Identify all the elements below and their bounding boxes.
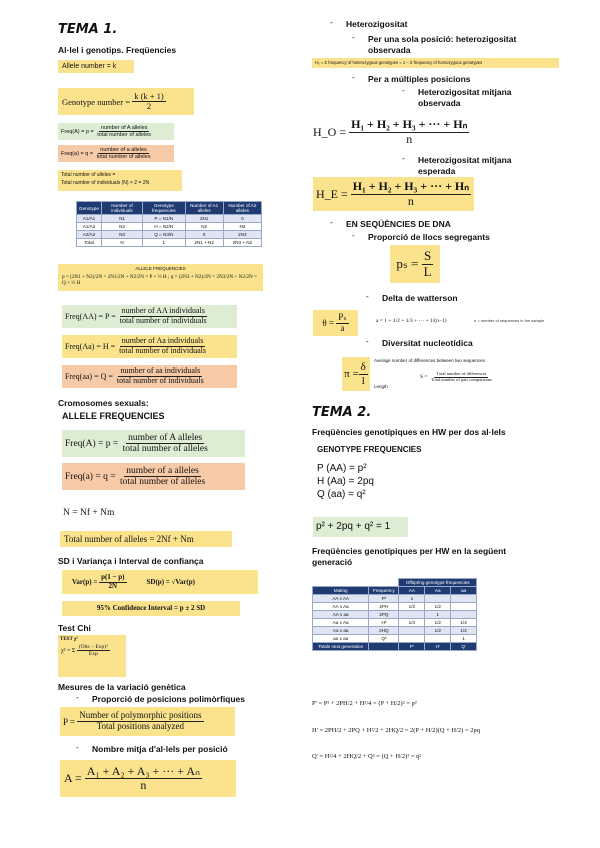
- section-title: Mesures de la variació genètica: [58, 682, 186, 692]
- table-cell: Aa x aa: [313, 627, 369, 635]
- hw-q-formula: Q (aa) = q²: [317, 489, 366, 500]
- table-cell: [451, 595, 477, 603]
- observed-heterozygosity-formula: H₀ = Σ frequency of heterozygous genotypes = 1 − Σ frequency of homozygous genotypes: [312, 58, 559, 68]
- formula-lhs: Freq(AA) = P =: [65, 312, 116, 321]
- table-cell: N2: [185, 223, 223, 231]
- mating-table: [312, 578, 477, 651]
- section-title: Test Chi: [58, 623, 91, 633]
- table-cell: 0: [185, 231, 223, 239]
- table-row: [77, 239, 262, 247]
- note-line: Total number of individuals (N) × 2 = 2N: [61, 180, 150, 186]
- formula-numerator: number of A alleles: [100, 124, 148, 131]
- hw-genotype-list: [317, 462, 374, 501]
- formula-lhs: Freq(A) = p =: [61, 128, 94, 135]
- table-cell: P = N1/N: [143, 215, 185, 223]
- table-cell: [425, 635, 451, 643]
- table-cell: Aa x Aa: [313, 619, 369, 627]
- box-title: TEST χ²: [60, 637, 78, 642]
- table-totals-row: [313, 643, 477, 651]
- formula-numerator: Total number of differences: [436, 371, 487, 376]
- table-cell: 2HQ: [369, 627, 399, 635]
- ps-formula: [390, 245, 440, 283]
- table-cell: N: [101, 239, 142, 247]
- table-cell: 1/2: [399, 603, 425, 611]
- hw-sum-formula: p² + 2pq + q² = 1: [313, 517, 408, 537]
- next-gen-q-equation: Q' = H²/4 + 2HQ/2 + Q² = (Q + H/2)² = q²: [312, 753, 422, 760]
- section-title: Freqüències genotípiques per HW en la següent generació: [312, 546, 507, 567]
- formula-numerator: H₁ + H₂ + H₃ + ··· + Hₙ: [351, 117, 468, 132]
- total-alleles-note: [58, 170, 182, 191]
- bullet-dash: -: [352, 73, 355, 82]
- table-cell: 2N1 + N2: [185, 239, 223, 247]
- formula-lhs: H_E =: [316, 186, 348, 201]
- formula-numerator: (Obs − Exp)²: [78, 644, 108, 650]
- formula-numerator: Pₛ: [338, 311, 347, 322]
- subsection-title: Heterozigositat mitjana observada: [418, 87, 512, 108]
- table-cell: 1/4: [399, 619, 425, 627]
- formula-lhs: χ² = Σ: [61, 647, 76, 654]
- table-cell: [399, 611, 425, 619]
- bullet-dash: -: [352, 33, 355, 42]
- table-row: [313, 619, 477, 627]
- formula-numerator: number of a alleles: [100, 146, 147, 153]
- formula-denominator: total number of alleles: [122, 444, 208, 454]
- formula-numerator: δ: [360, 361, 366, 374]
- formula-denominator: Total number of pair comparisons: [430, 376, 492, 382]
- formula-lhs: Freq(a) = q =: [61, 150, 94, 157]
- table-group-header-row: [313, 579, 477, 587]
- formula-denominator: n: [407, 193, 414, 208]
- table-cell: 1/2: [425, 603, 451, 611]
- table-cell: A2/A2: [77, 231, 102, 239]
- he-formula: [313, 177, 474, 211]
- next-gen-p-equation: P' = P² + 2PH/2 + H²/4 = (P + H/2)² = p²: [312, 700, 417, 707]
- table-cell: A1/A1: [77, 215, 102, 223]
- allele-frequencies-box: [58, 264, 263, 291]
- variance-sd-formula: [62, 570, 258, 594]
- section-title: Cromosomes sexuals:: [58, 398, 149, 408]
- allele-frequencies-title: ALLELE FREQUENCIES: [62, 411, 165, 421]
- subsection-title: EN SEQÜÈNCIES DE DNA: [346, 219, 451, 229]
- pi-formula: [342, 357, 370, 391]
- table-row: [77, 223, 262, 231]
- formula-denominator: total number of individuals: [116, 376, 204, 385]
- freqAa-formula: [62, 335, 237, 358]
- table-cell: [451, 603, 477, 611]
- table-row: [313, 635, 477, 643]
- table-cell: P²: [369, 595, 399, 603]
- formula-lhs: π =: [344, 368, 359, 380]
- table-header: Aa: [425, 587, 451, 595]
- bullet-dash: -: [402, 86, 405, 95]
- table-cell: H = N2/N: [143, 223, 185, 231]
- subsection-title: Per a múltiples posicions: [368, 74, 471, 84]
- formula-lhs: A =: [64, 771, 82, 785]
- table-cell: N1: [101, 215, 142, 223]
- table-cell: 2N3 + N2: [223, 239, 261, 247]
- formula-numerator: number of A alleles: [128, 432, 203, 443]
- table-cell: [399, 627, 425, 635]
- freqaa-formula: [62, 365, 237, 388]
- freqa-small-formula: [58, 145, 174, 162]
- table-cell: 1/2: [425, 619, 451, 627]
- formula-lhs: P =: [63, 716, 75, 727]
- polymorphic-proportion-formula: [60, 707, 235, 736]
- confidence-interval-formula: 95% Confidence Interval = p ± 2 SD: [62, 601, 240, 616]
- formula-numerator: number of AA individuals: [121, 306, 205, 316]
- table-cell: [399, 635, 425, 643]
- note-line: Total number of alleles =: [61, 172, 116, 178]
- table-cell: A1/A2: [77, 223, 102, 231]
- formula-lhs: pₛ =: [396, 256, 419, 271]
- formula-denominator: total number of alleles: [97, 132, 152, 138]
- formula-lhs: Freq(a) = q =: [65, 471, 116, 482]
- table-cell: N2: [223, 223, 261, 231]
- formula-lhs: Freq(Aa) = H =: [65, 342, 116, 351]
- freqAA-formula: [62, 305, 237, 328]
- hw-h-formula: H (Aa) = 2pq: [317, 476, 374, 487]
- subsection-title: Proporció de llocs segregants: [368, 232, 490, 242]
- table-cell: Q = N3/N: [143, 231, 185, 239]
- formula-lhs: Freq(aa) = Q =: [65, 372, 113, 381]
- table-header: Genotype frequencies: [143, 202, 185, 215]
- table-cell: AA x Aa: [313, 603, 369, 611]
- table-header: aa: [451, 587, 477, 595]
- mean-alleles-formula: [60, 760, 236, 797]
- genotype-frequencies-title: GENOTYPE FREQUENCIES: [317, 445, 422, 454]
- formula-lhs: θ =: [322, 318, 334, 328]
- pi-note-average: Average number of differences between two sequences: [374, 358, 485, 363]
- genotype-number-formula: [58, 88, 194, 115]
- table-cell: 1/2: [451, 627, 477, 635]
- sd-formula: SD(p) = √Var(p): [146, 578, 195, 586]
- s-formula: [420, 372, 494, 383]
- table-cell: AA x aa: [313, 611, 369, 619]
- table-cell-empty: [313, 579, 369, 587]
- formula-denominator: n: [140, 778, 147, 792]
- table-cell: 1: [399, 595, 425, 603]
- formula-denominator: 2N: [108, 581, 118, 590]
- table-cell: [369, 643, 399, 651]
- subsection-title: Nombre mitja d'al·lels per posició: [92, 744, 228, 754]
- table-header: Genotype: [77, 202, 102, 215]
- table-row: [313, 603, 477, 611]
- bullet-dash: -: [366, 292, 369, 301]
- formula-lhs: Freq(A) = p =: [65, 438, 119, 449]
- formula-denominator: total number of alleles: [119, 477, 206, 487]
- table-cell: 1: [425, 611, 451, 619]
- table-cell: 2PQ: [369, 611, 399, 619]
- table-cell: 2PH: [369, 603, 399, 611]
- table-header: Mating: [313, 587, 369, 595]
- table-cell: 2N3: [223, 231, 261, 239]
- formula-denominator: l: [361, 374, 365, 387]
- formula-lhs: H_O =: [313, 124, 347, 139]
- bullet-dash: -: [330, 18, 333, 27]
- pi-note-length: Length: [374, 384, 388, 389]
- genotype-table: [76, 201, 262, 247]
- bullet-dash: -: [366, 337, 369, 346]
- table-cell: 2N1: [185, 215, 223, 223]
- table-cell: Total: [77, 239, 102, 247]
- formula-denominator: total number of alleles: [96, 154, 151, 160]
- formula-numerator: H₁ + H₂ + H₃ + ··· + Hₙ: [352, 179, 470, 194]
- bullet-dash: -: [352, 231, 355, 240]
- box-title: ALLELE FREQUENCIES: [135, 266, 186, 271]
- formula-denominator: total number of individuals: [119, 346, 206, 355]
- subsection-title: Proporció de posicions polimòrfiques: [92, 694, 246, 704]
- a-series-note: n = number of sequences in the sample: [474, 318, 545, 323]
- table-cell: AA x AA: [313, 595, 369, 603]
- formula-denominator: a: [340, 322, 345, 333]
- subsection-title: Heterozigositat: [346, 19, 408, 29]
- table-header: Number of individuals: [101, 202, 142, 215]
- table-header-row: [313, 587, 477, 595]
- freqA-big-formula: [62, 430, 245, 457]
- table-cell: 1/2: [425, 627, 451, 635]
- table-cell: Q': [451, 643, 477, 651]
- subsection-title: Per una sola posició: heterozigositat observada: [368, 34, 517, 55]
- allele-freq-formula: p = (2N1 + N2)/2N = 2N1/2N + N2/2N = P + ½ H ; q = (2N3 + N2)/2N = 2N3/2N + N2/2N = Q + ½ H: [62, 274, 257, 286]
- formula-numerator: k (k + 1): [134, 90, 164, 101]
- table-cell: Totals next generation: [313, 643, 369, 651]
- tema1-title: TEMA 1.: [58, 22, 118, 37]
- next-gen-h-equation: H' = 2PH/2 + 2PQ + H²/2 + 2HQ/2 = 2(P + H/2)(Q + H/2) = 2pq: [312, 727, 480, 734]
- bullet-dash: -: [330, 218, 333, 227]
- formula-numerator: number of a alleles: [126, 465, 199, 476]
- formula-numerator: S: [423, 248, 432, 264]
- section-title: Freqüències genotípiques en HW per dos al·lels: [312, 427, 506, 437]
- section-title: Al·lel i genotips. Freqüencies: [58, 45, 177, 55]
- table-cell: 0: [223, 215, 261, 223]
- table-cell: H²: [369, 619, 399, 627]
- formula-denominator: 2: [146, 101, 152, 111]
- formula-denominator: Exp: [88, 651, 98, 658]
- formula-numerator: A₁ + A₂ + A₃ + ··· + Aₙ: [86, 763, 200, 778]
- theta-formula: [313, 310, 358, 336]
- table-header: Number of A2 alleles: [223, 202, 261, 215]
- table-cell: H': [425, 643, 451, 651]
- formula-denominator: L: [423, 263, 432, 279]
- formula-denominator: Total positions analyzed: [96, 721, 185, 731]
- n-formula: N = Nf + Nm: [63, 508, 115, 518]
- formula-denominator: total number of individuals: [119, 316, 207, 325]
- table-row: [313, 627, 477, 635]
- table-cell: N3: [101, 231, 142, 239]
- table-cell: [425, 595, 451, 603]
- table-cell: 1/4: [451, 619, 477, 627]
- formula-lhs: S =: [420, 374, 428, 381]
- freqa-big-formula: [62, 463, 245, 490]
- a-series-formula: a = 1 + 1/2 + 1/3 + ··· + 1/(n−1): [376, 318, 447, 324]
- subsection-title: Heterozigositat mitjana esperada: [418, 155, 512, 176]
- subsection-title: Diversitat nucleotídica: [382, 338, 473, 348]
- freqA-small-formula: [58, 123, 174, 140]
- subsection-title: Delta de watterson: [382, 293, 458, 303]
- bullet-dash: -: [76, 693, 79, 702]
- bullet-dash: -: [402, 154, 405, 163]
- formula-numerator: number of Aa individuals: [121, 336, 204, 346]
- section-title: SD i Variança i Interval de confiança: [58, 556, 204, 566]
- table-cell: aa x aa: [313, 635, 369, 643]
- table-cell: N2: [101, 223, 142, 231]
- table-cell: 1: [451, 635, 477, 643]
- table-row: [313, 611, 477, 619]
- formula-numerator: number of aa individuals: [120, 366, 201, 376]
- hw-p-formula: P (AA) = p²: [317, 463, 367, 474]
- table-cell: 1: [143, 239, 185, 247]
- allele-number-formula: Allele number = k: [58, 60, 134, 73]
- table-header: Frequency: [369, 587, 399, 595]
- table-group-header: Offspring genotype frequencies: [399, 579, 477, 587]
- table-cell: [451, 611, 477, 619]
- table-row: [77, 231, 262, 239]
- formula-numerator: p(1 − p): [101, 572, 125, 581]
- table-cell: Q²: [369, 635, 399, 643]
- bullet-dash: -: [76, 743, 79, 752]
- formula-lhs: Var(p) =: [72, 578, 98, 586]
- chi-square-box: [58, 635, 126, 677]
- table-header-row: [77, 202, 262, 215]
- table-header: AA: [399, 587, 425, 595]
- tema2-title: TEMA 2.: [312, 405, 372, 420]
- ho-formula: [313, 114, 485, 150]
- table-cell-empty: [369, 579, 399, 587]
- table-cell: P': [399, 643, 425, 651]
- formula-numerator: Number of polymorphic positions: [79, 710, 202, 721]
- formula-lhs: Genotype number =: [62, 96, 131, 107]
- total-alleles-formula: Total number of alleles = 2Nf + Nm: [60, 531, 232, 547]
- table-row: [77, 215, 262, 223]
- formula-denominator: n: [406, 131, 413, 146]
- table-row: [313, 595, 477, 603]
- table-header: Number of A1 alleles: [185, 202, 223, 215]
